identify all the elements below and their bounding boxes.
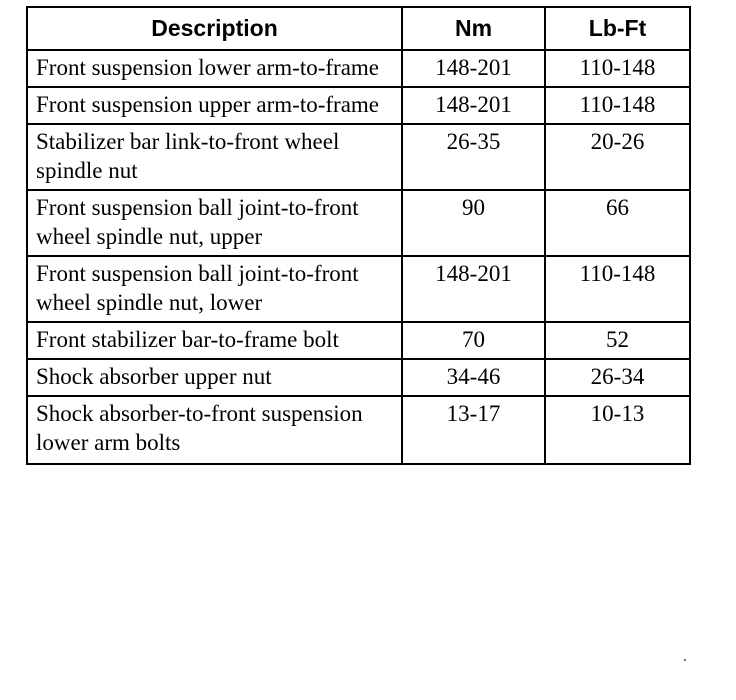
row-nm: 148-201 (402, 50, 545, 87)
row-description: Front suspension lower arm-to-frame (27, 50, 402, 87)
row-lbft: 52 (545, 322, 690, 359)
table-header-row (27, 7, 690, 50)
row-nm: 90 (402, 190, 545, 256)
row-nm: 34-46 (402, 359, 545, 396)
header-description: Description (27, 7, 402, 50)
row-lbft: 110-148 (545, 50, 690, 87)
row-nm: 70 (402, 322, 545, 359)
torque-spec-table (26, 6, 691, 465)
row-lbft: 66 (545, 190, 690, 256)
row-lbft: 20-26 (545, 124, 690, 190)
row-nm: 148-201 (402, 256, 545, 322)
row-description: Front suspension upper arm-to-frame (27, 87, 402, 124)
row-description: Front suspension ball joint-to-front wheel spindle nut, lower (27, 256, 402, 322)
row-nm: 26-35 (402, 124, 545, 190)
row-description: Front suspension ball joint-to-front wheel spindle nut, upper (27, 190, 402, 256)
header-lbft: Lb-Ft (545, 7, 690, 50)
row-nm: 13-17 (402, 396, 545, 464)
table-row (27, 124, 690, 190)
table-row (27, 359, 690, 396)
table-row (27, 190, 690, 256)
header-nm: Nm (402, 7, 545, 50)
row-lbft: 110-148 (545, 256, 690, 322)
table-row (27, 322, 690, 359)
row-lbft: 110-148 (545, 87, 690, 124)
table-row (27, 87, 690, 124)
scan-speck (684, 659, 686, 661)
row-nm: 148-201 (402, 87, 545, 124)
table-row (27, 50, 690, 87)
row-lbft: 10-13 (545, 396, 690, 464)
row-lbft: 26-34 (545, 359, 690, 396)
table-row (27, 396, 690, 464)
row-description: Stabilizer bar link-to-front wheel spindle nut (27, 124, 402, 190)
row-description: Shock absorber upper nut (27, 359, 402, 396)
row-description: Shock absorber-to-front suspension lower arm bolts (27, 396, 402, 464)
table-row (27, 256, 690, 322)
row-description: Front stabilizer bar-to-frame bolt (27, 322, 402, 359)
